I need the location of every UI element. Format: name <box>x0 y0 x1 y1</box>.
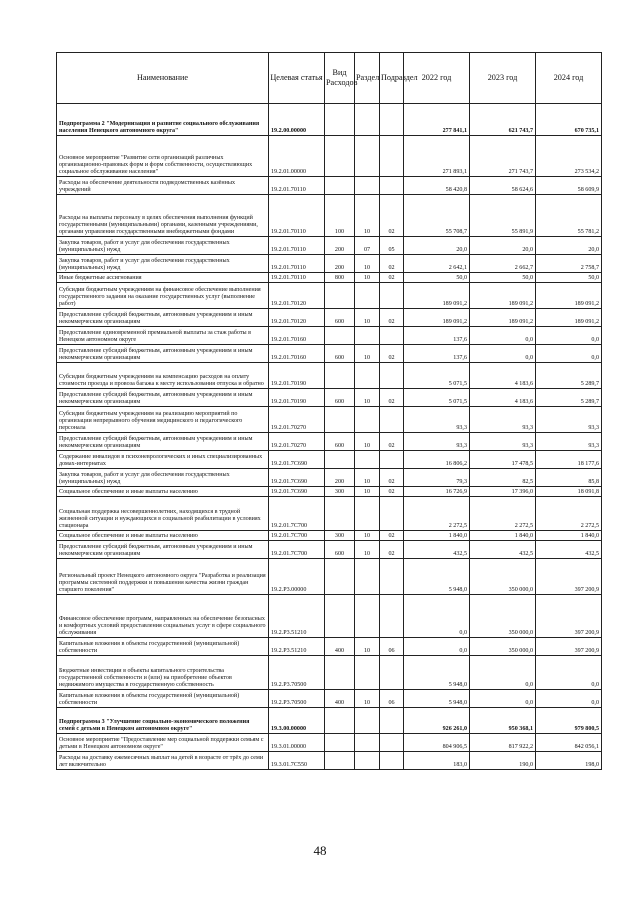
row-value-2023: 50,0 <box>470 273 536 283</box>
row-value-2023: 0,0 <box>470 345 536 363</box>
row-name: Расходы на доставку ежемесячных выплат на детей в возрасте от трёх до семи лет включительно <box>57 752 269 770</box>
row-section: 10 <box>355 273 380 283</box>
row-section <box>355 177 380 195</box>
row-subsection: 02 <box>380 541 404 559</box>
table-row <box>57 104 602 136</box>
row-code: 19.2.01.70110 <box>269 237 325 255</box>
row-section <box>355 708 380 734</box>
table-row <box>57 656 602 690</box>
row-code: 19.2.01.7C700 <box>269 531 325 541</box>
row-subsection: 02 <box>380 309 404 327</box>
budget-table <box>56 52 602 770</box>
row-kind: 600 <box>325 389 355 407</box>
row-value-2023: 0,0 <box>470 327 536 345</box>
row-section: 10 <box>355 255 380 273</box>
row-kind: 100 <box>325 195 355 237</box>
row-value-2024: 273 534,2 <box>536 136 602 177</box>
row-section: 10 <box>355 638 380 656</box>
row-value-2023: 82,5 <box>470 469 536 487</box>
row-section: 10 <box>355 195 380 237</box>
row-kind: 200 <box>325 237 355 255</box>
row-section: 10 <box>355 541 380 559</box>
row-section <box>355 595 380 638</box>
row-code: 19.2.P3.70500 <box>269 690 325 708</box>
header-code: Целевая статья <box>269 53 325 104</box>
row-name: Закупка товаров, работ и услуг для обеспечения государственных (муниципальных) нужд <box>57 469 269 487</box>
page-number: 48 <box>313 843 327 858</box>
row-value-2022: 804 906,5 <box>404 734 470 752</box>
row-kind: 300 <box>325 487 355 497</box>
row-kind <box>325 104 355 136</box>
row-name: Субсидии бюджетным учреждениям на финансовое обеспечение выполнения государственного задания на оказание государственных услуг (выполнение работ) <box>57 283 269 309</box>
row-section: 10 <box>355 345 380 363</box>
row-value-2022: 5 948,0 <box>404 656 470 690</box>
row-value-2024: 5 289,7 <box>536 389 602 407</box>
row-name: Социальная поддержка несовершеннолетних, находящихся в трудной жизненной ситуации и нуждающихся в социальной реабилитации в условиях стационара <box>57 497 269 531</box>
row-kind <box>325 136 355 177</box>
row-code: 19.2.01.70120 <box>269 309 325 327</box>
row-section: 10 <box>355 531 380 541</box>
row-value-2023: 55 891,9 <box>470 195 536 237</box>
row-subsection <box>380 327 404 345</box>
table-row <box>57 734 602 752</box>
row-value-2024: 189 091,2 <box>536 309 602 327</box>
row-section <box>355 559 380 595</box>
row-value-2024: 198,0 <box>536 752 602 770</box>
row-value-2023: 950 368,1 <box>470 708 536 734</box>
row-value-2023: 2 662,7 <box>470 255 536 273</box>
row-value-2023: 621 743,7 <box>470 104 536 136</box>
row-value-2023: 350 000,0 <box>470 559 536 595</box>
row-value-2023: 189 091,2 <box>470 309 536 327</box>
row-name: Расходы на обеспечение деятельности подведомственных казённых учреждений <box>57 177 269 195</box>
row-value-2022: 432,5 <box>404 541 470 559</box>
header-name: Наименование <box>57 53 269 104</box>
row-name: Предоставление субсидий бюджетным, автономным учреждениям и иным некоммерческим организациям <box>57 389 269 407</box>
row-subsection: 02 <box>380 345 404 363</box>
row-value-2022: 5 948,0 <box>404 559 470 595</box>
row-kind: 400 <box>325 638 355 656</box>
table-row <box>57 595 602 638</box>
row-name: Предоставление субсидий бюджетным, автономным учреждениям и иным некоммерческим организациям <box>57 309 269 327</box>
row-name: Социальное обеспечение и иные выплаты населению <box>57 487 269 497</box>
table-row <box>57 327 602 345</box>
row-value-2022: 271 893,1 <box>404 136 470 177</box>
row-value-2022: 926 261,0 <box>404 708 470 734</box>
row-value-2022: 2 642,1 <box>404 255 470 273</box>
row-value-2022: 93,3 <box>404 407 470 433</box>
table-row <box>57 255 602 273</box>
row-value-2024: 93,3 <box>536 407 602 433</box>
row-name: Подпрограмма 2 "Модернизация и развитие социального обслуживания населения Ненецкого автономного округа" <box>57 104 269 136</box>
row-kind <box>325 708 355 734</box>
row-section: 10 <box>355 309 380 327</box>
row-section: 10 <box>355 389 380 407</box>
row-kind: 400 <box>325 690 355 708</box>
header-kind: Вид Расходов <box>325 53 355 104</box>
table-row <box>57 690 602 708</box>
table-row <box>57 559 602 595</box>
row-value-2022: 5 948,0 <box>404 690 470 708</box>
table-row <box>57 638 602 656</box>
row-subsection: 05 <box>380 237 404 255</box>
row-name: Капитальные вложения в объекты государственной (муниципальной) собственности <box>57 638 269 656</box>
row-value-2023: 1 840,0 <box>470 531 536 541</box>
row-value-2023: 4 183,6 <box>470 363 536 389</box>
row-value-2022: 183,0 <box>404 752 470 770</box>
row-value-2023: 189 091,2 <box>470 283 536 309</box>
row-value-2024: 18 091,8 <box>536 487 602 497</box>
row-value-2023: 0,0 <box>470 656 536 690</box>
row-code: 19.2.01.70160 <box>269 327 325 345</box>
row-subsection <box>380 595 404 638</box>
row-code: 19.2.01.70270 <box>269 407 325 433</box>
row-name: Подпрограмма 3 "Улучшение социально-экономического положения семей с детьми в Ненецком автономном округе" <box>57 708 269 734</box>
row-kind <box>325 734 355 752</box>
row-code: 19.2.01.7C690 <box>269 487 325 497</box>
row-value-2024: 5 289,7 <box>536 363 602 389</box>
row-kind <box>325 407 355 433</box>
table-row <box>57 345 602 363</box>
header-section: Раздел <box>355 53 380 104</box>
row-subsection: 06 <box>380 638 404 656</box>
row-value-2024: 397 200,9 <box>536 595 602 638</box>
row-kind <box>325 559 355 595</box>
row-kind <box>325 363 355 389</box>
row-value-2022: 20,0 <box>404 237 470 255</box>
row-kind: 600 <box>325 433 355 451</box>
header-subsection: Подраздел <box>380 53 404 104</box>
row-name: Бюджетные инвестиции в объекты капитального строительства государственной собственности и (или) на приобретение объектов недвижимого имущества в государственную собственность <box>57 656 269 690</box>
table-row <box>57 469 602 487</box>
budget-table-sheet <box>56 52 601 770</box>
row-subsection <box>380 451 404 469</box>
row-code: 19.2.01.70110 <box>269 177 325 195</box>
row-value-2023: 93,3 <box>470 433 536 451</box>
table-row <box>57 531 602 541</box>
row-value-2023: 17 396,0 <box>470 487 536 497</box>
row-code: 19.2.P3.70500 <box>269 656 325 690</box>
table-row <box>57 752 602 770</box>
row-value-2023: 58 624,6 <box>470 177 536 195</box>
row-code: 19.2.00.00000 <box>269 104 325 136</box>
row-section <box>355 363 380 389</box>
row-value-2024: 93,3 <box>536 433 602 451</box>
row-value-2024: 0,0 <box>536 656 602 690</box>
table-header-row <box>57 53 602 104</box>
row-value-2023: 190,0 <box>470 752 536 770</box>
row-value-2022: 55 708,7 <box>404 195 470 237</box>
row-value-2024: 0,0 <box>536 327 602 345</box>
row-value-2022: 277 841,1 <box>404 104 470 136</box>
row-name: Предоставление субсидий бюджетным, автономным учреждениям и иным некоммерческим организациям <box>57 541 269 559</box>
row-subsection: 02 <box>380 469 404 487</box>
row-kind: 600 <box>325 309 355 327</box>
row-value-2022: 93,3 <box>404 433 470 451</box>
row-subsection: 02 <box>380 195 404 237</box>
row-value-2024: 85,8 <box>536 469 602 487</box>
row-name: Предоставление субсидий бюджетным, автономным учреждениям и иным некоммерческим организациям <box>57 433 269 451</box>
row-code: 19.2.01.70190 <box>269 363 325 389</box>
row-section: 10 <box>355 690 380 708</box>
row-value-2023: 20,0 <box>470 237 536 255</box>
row-kind <box>325 327 355 345</box>
table-row <box>57 433 602 451</box>
row-value-2022: 189 091,2 <box>404 283 470 309</box>
row-subsection <box>380 407 404 433</box>
row-code: 19.2.P3.51210 <box>269 638 325 656</box>
row-section <box>355 283 380 309</box>
table-row <box>57 195 602 237</box>
row-name: Региональный проект Ненецкого автономного округа "Разработка и реализация программы системной поддержки и повышения качества жизни граждан старшего поколения" <box>57 559 269 595</box>
row-value-2022: 137,6 <box>404 345 470 363</box>
row-value-2024: 20,0 <box>536 237 602 255</box>
table-row <box>57 541 602 559</box>
row-code: 19.2.P3.51210 <box>269 595 325 638</box>
row-value-2023: 271 743,7 <box>470 136 536 177</box>
table-row <box>57 283 602 309</box>
row-subsection <box>380 136 404 177</box>
table-row <box>57 407 602 433</box>
row-value-2024: 58 609,9 <box>536 177 602 195</box>
row-section <box>355 327 380 345</box>
row-name: Социальное обеспечение и иные выплаты населению <box>57 531 269 541</box>
row-value-2024: 0,0 <box>536 690 602 708</box>
header-2024: 2024 год <box>536 53 602 104</box>
header-2023: 2023 год <box>470 53 536 104</box>
row-value-2022: 16 806,2 <box>404 451 470 469</box>
row-value-2024: 55 781,2 <box>536 195 602 237</box>
table-row <box>57 487 602 497</box>
row-subsection <box>380 177 404 195</box>
table-row <box>57 389 602 407</box>
row-section: 10 <box>355 469 380 487</box>
table-row <box>57 708 602 734</box>
row-section <box>355 752 380 770</box>
row-subsection: 02 <box>380 531 404 541</box>
row-kind <box>325 177 355 195</box>
row-section <box>355 734 380 752</box>
row-value-2022: 16 726,9 <box>404 487 470 497</box>
row-value-2023: 17 478,5 <box>470 451 536 469</box>
row-value-2022: 1 840,0 <box>404 531 470 541</box>
row-subsection <box>380 559 404 595</box>
row-code: 19.2.01.00000 <box>269 136 325 177</box>
row-name: Субсидии бюджетным учреждениям на компенсацию расходов на оплату стоимости проезда и провоза багажа к месту использования отпуска и обратно <box>57 363 269 389</box>
row-value-2024: 1 840,0 <box>536 531 602 541</box>
row-kind: 600 <box>325 345 355 363</box>
row-value-2023: 817 922,2 <box>470 734 536 752</box>
row-value-2022: 189 091,2 <box>404 309 470 327</box>
row-section <box>355 104 380 136</box>
row-value-2022: 5 071,5 <box>404 389 470 407</box>
row-subsection: 02 <box>380 433 404 451</box>
row-code: 19.2.01.70120 <box>269 283 325 309</box>
row-code: 19.2.01.70110 <box>269 255 325 273</box>
row-kind <box>325 595 355 638</box>
row-kind <box>325 497 355 531</box>
row-value-2022: 79,3 <box>404 469 470 487</box>
row-section: 10 <box>355 487 380 497</box>
row-subsection: 02 <box>380 273 404 283</box>
table-row <box>57 451 602 469</box>
row-section <box>355 656 380 690</box>
row-code: 19.3.01.7C550 <box>269 752 325 770</box>
row-name: Предоставление субсидий бюджетным, автономным учреждениям и иным некоммерческим организациям <box>57 345 269 363</box>
row-section: 07 <box>355 237 380 255</box>
row-name: Закупка товаров, работ и услуг для обеспечения государственных (муниципальных) нужд <box>57 255 269 273</box>
row-value-2022: 2 272,5 <box>404 497 470 531</box>
row-subsection <box>380 104 404 136</box>
row-section <box>355 497 380 531</box>
row-code: 19.2.01.70190 <box>269 389 325 407</box>
row-value-2024: 979 800,5 <box>536 708 602 734</box>
row-section <box>355 451 380 469</box>
row-value-2023: 350 000,0 <box>470 638 536 656</box>
row-subsection <box>380 752 404 770</box>
row-code: 19.2.01.70110 <box>269 195 325 237</box>
table-body <box>57 104 602 770</box>
row-section: 10 <box>355 433 380 451</box>
row-name: Основное мероприятие "Предоставление мер социальной поддержки семьям с детьми в Ненецком автономном округе" <box>57 734 269 752</box>
row-code: 19.2.01.70270 <box>269 433 325 451</box>
row-subsection <box>380 734 404 752</box>
row-value-2023: 2 272,5 <box>470 497 536 531</box>
row-name: Содержание инвалидов в психоневрологических и иных специализированных домах-интернатах <box>57 451 269 469</box>
row-value-2022: 0,0 <box>404 638 470 656</box>
row-value-2024: 18 177,6 <box>536 451 602 469</box>
row-value-2023: 0,0 <box>470 690 536 708</box>
row-subsection: 02 <box>380 255 404 273</box>
row-code: 19.3.00.00000 <box>269 708 325 734</box>
row-value-2024: 0,0 <box>536 345 602 363</box>
row-value-2023: 4 183,6 <box>470 389 536 407</box>
row-kind <box>325 451 355 469</box>
row-subsection <box>380 656 404 690</box>
row-value-2024: 432,5 <box>536 541 602 559</box>
row-name: Финансовое обеспечение программ, направленных на обеспечение безопасных и комфортных условий предоставления социальных услуг в сфере социального обслуживания <box>57 595 269 638</box>
row-name: Иные бюджетные ассигнования <box>57 273 269 283</box>
row-name: Расходы на выплаты персоналу в целях обеспечения выполнения функций государственными (муниципальными) органами, казенными учреждениями, органами управления государственными внебюджетными фондами <box>57 195 269 237</box>
row-value-2022: 5 071,5 <box>404 363 470 389</box>
row-subsection <box>380 497 404 531</box>
row-kind <box>325 656 355 690</box>
row-code: 19.2.01.7C700 <box>269 497 325 531</box>
table-row <box>57 177 602 195</box>
row-value-2024: 189 091,2 <box>536 283 602 309</box>
table-row <box>57 497 602 531</box>
row-value-2022: 58 420,8 <box>404 177 470 195</box>
row-code: 19.2.01.70160 <box>269 345 325 363</box>
row-name: Основное мероприятие "Развитие сети организаций различных организационно-правовых форм и форм собственности, осуществляющих социальное обслуживание населения" <box>57 136 269 177</box>
row-value-2022: 137,6 <box>404 327 470 345</box>
row-value-2023: 93,3 <box>470 407 536 433</box>
table-row <box>57 363 602 389</box>
table-row <box>57 273 602 283</box>
row-name: Капитальные вложения в объекты государственной (муниципальной) собственности <box>57 690 269 708</box>
row-value-2024: 2 272,5 <box>536 497 602 531</box>
row-kind: 200 <box>325 255 355 273</box>
row-value-2024: 397 200,9 <box>536 559 602 595</box>
row-subsection: 02 <box>380 389 404 407</box>
row-value-2024: 50,0 <box>536 273 602 283</box>
row-value-2024: 2 758,7 <box>536 255 602 273</box>
row-code: 19.3.01.00000 <box>269 734 325 752</box>
row-name: Субсидии бюджетным учреждениям на реализацию мероприятий по организации непрерывного обучения медицинского и педагогического персонала <box>57 407 269 433</box>
row-value-2023: 432,5 <box>470 541 536 559</box>
row-section <box>355 136 380 177</box>
row-subsection <box>380 708 404 734</box>
row-subsection <box>380 283 404 309</box>
row-name: Предоставление единовременной премиальной выплаты за стаж работы в Ненецком автономном округе <box>57 327 269 345</box>
row-kind <box>325 752 355 770</box>
row-kind <box>325 283 355 309</box>
row-value-2022: 50,0 <box>404 273 470 283</box>
row-kind: 800 <box>325 273 355 283</box>
header-2022: 2022 год <box>404 53 470 104</box>
table-row <box>57 309 602 327</box>
row-value-2022: 0,0 <box>404 595 470 638</box>
table-row <box>57 136 602 177</box>
table-row <box>57 237 602 255</box>
row-value-2024: 397 200,9 <box>536 638 602 656</box>
row-value-2024: 842 056,1 <box>536 734 602 752</box>
row-section <box>355 407 380 433</box>
row-value-2023: 350 000,0 <box>470 595 536 638</box>
row-code: 19.2.P3.00000 <box>269 559 325 595</box>
row-subsection: 06 <box>380 690 404 708</box>
row-subsection: 02 <box>380 487 404 497</box>
row-value-2024: 670 735,1 <box>536 104 602 136</box>
row-subsection <box>380 363 404 389</box>
row-code: 19.2.01.7C700 <box>269 541 325 559</box>
row-name: Закупка товаров, работ и услуг для обеспечения государственных (муниципальных) нужд <box>57 237 269 255</box>
row-code: 19.2.01.7C690 <box>269 451 325 469</box>
row-kind: 600 <box>325 541 355 559</box>
row-code: 19.2.01.7C690 <box>269 469 325 487</box>
row-kind: 300 <box>325 531 355 541</box>
row-kind: 200 <box>325 469 355 487</box>
row-code: 19.2.01.70110 <box>269 273 325 283</box>
